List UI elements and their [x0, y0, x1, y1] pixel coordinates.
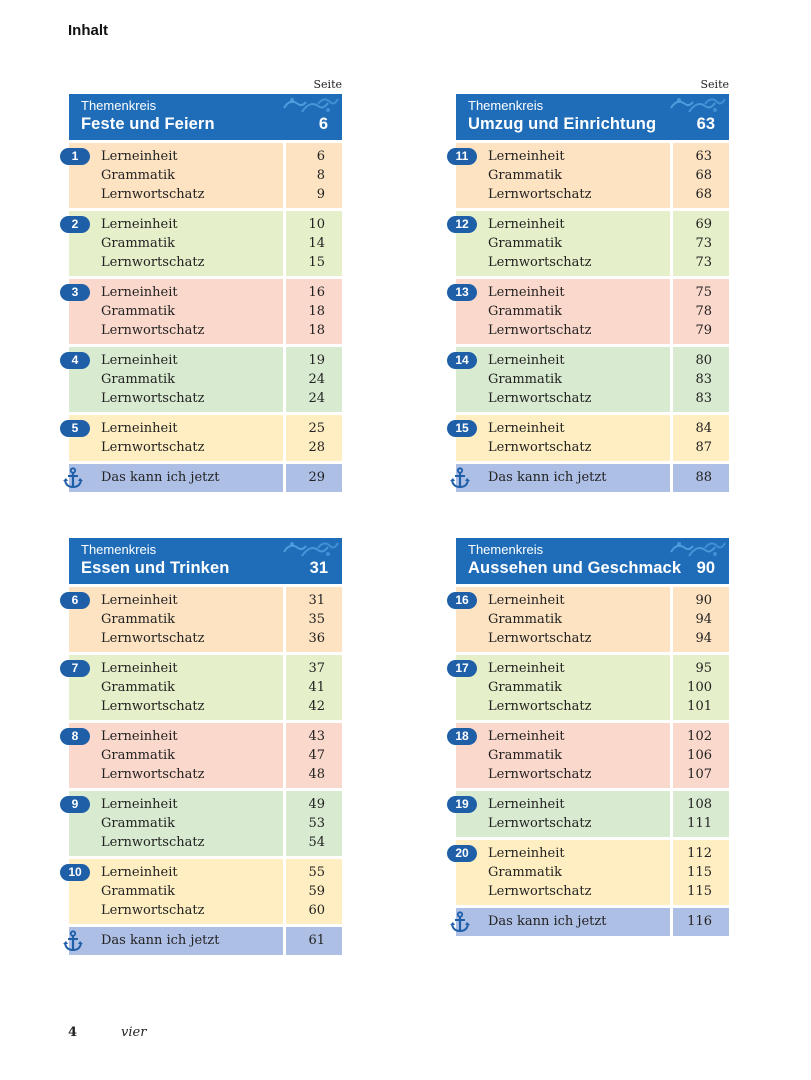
entry-page: 78: [695, 304, 712, 319]
list-item[interactable]: [456, 882, 729, 901]
entry-page: 55: [308, 865, 325, 880]
list-item[interactable]: [69, 678, 342, 697]
entry-label: Lernwortschatz: [101, 699, 205, 714]
das-kann-ich-jetzt-page: 29: [308, 470, 325, 485]
entry-page: 90: [695, 593, 712, 608]
list-item[interactable]: [69, 234, 342, 253]
list-item[interactable]: [69, 863, 342, 882]
entry-label: Lernwortschatz: [101, 187, 205, 202]
entry-page: 84: [695, 421, 712, 436]
themenkreis-label: Themenkreis: [81, 542, 157, 557]
seite-label: Seite: [700, 78, 729, 91]
list-item[interactable]: [69, 389, 342, 408]
themenkreis-name: Essen und Trinken: [81, 559, 230, 577]
unit-number-badge: 13: [447, 284, 477, 301]
entry-page: 25: [308, 421, 325, 436]
das-kann-ich-jetzt-label: Das kann ich jetzt: [101, 933, 220, 948]
unit-number-badge: 18: [447, 728, 477, 745]
list-item[interactable]: [456, 795, 729, 814]
unit-group-7: [69, 655, 342, 720]
unit-number-badge: 17: [447, 660, 477, 677]
unit-number-badge: 5: [60, 420, 90, 437]
unit-group-13: [456, 279, 729, 344]
entry-page: 115: [687, 865, 712, 880]
entry-label: Grammatik: [101, 236, 176, 251]
list-item[interactable]: [69, 746, 342, 765]
entry-label: Grammatik: [488, 865, 563, 880]
unit-number-badge: 19: [447, 796, 477, 813]
list-item[interactable]: [69, 419, 342, 438]
list-item[interactable]: [69, 795, 342, 814]
entry-label: Grammatik: [101, 816, 176, 831]
list-item[interactable]: [456, 678, 729, 697]
entry-page: 53: [308, 816, 325, 831]
entry-page: 9: [316, 187, 325, 202]
entry-label: Lerneinheit: [488, 797, 565, 812]
entry-label: Lernwortschatz: [101, 631, 205, 646]
list-item[interactable]: [456, 746, 729, 765]
entry-label: Lernwortschatz: [488, 323, 592, 338]
themenkreis-page: 63: [696, 115, 715, 133]
entry-label: Lernwortschatz: [488, 699, 592, 714]
entry-page: 106: [687, 748, 712, 763]
unit-number-badge: 9: [60, 796, 90, 813]
entry-page: 95: [695, 661, 712, 676]
entry-page: 111: [687, 816, 712, 831]
entry-page: 31: [308, 593, 325, 608]
entry-page: 112: [687, 846, 712, 861]
list-item[interactable]: [69, 833, 342, 852]
entry-page: 94: [695, 631, 712, 646]
unit-number-badge: 14: [447, 352, 477, 369]
entry-page: 43: [308, 729, 325, 744]
unit-number-badge: 10: [60, 864, 90, 881]
list-item[interactable]: [456, 370, 729, 389]
unit-number-badge: 11: [447, 148, 477, 165]
column-divider: [670, 464, 673, 492]
entry-label: Lernwortschatz: [488, 884, 592, 899]
unit-number-badge: 3: [60, 284, 90, 301]
wave-decoration-icon: [278, 94, 342, 116]
entry-label: Lernwortschatz: [101, 391, 205, 406]
entry-label: Lernwortschatz: [101, 903, 205, 918]
entry-page: 79: [695, 323, 712, 338]
entry-page: 73: [695, 255, 712, 270]
page-title: Inhalt: [68, 22, 108, 39]
themenkreis-block-feste: [69, 78, 342, 492]
list-item[interactable]: [456, 185, 729, 204]
list-item[interactable]: [456, 438, 729, 457]
list-item[interactable]: [69, 901, 342, 920]
unit-number-badge: 12: [447, 216, 477, 233]
entry-label: Lerneinheit: [101, 285, 178, 300]
unit-number-badge: 2: [60, 216, 90, 233]
list-item[interactable]: [69, 185, 342, 204]
list-item[interactable]: [69, 814, 342, 833]
das-kann-ich-jetzt-page: 88: [695, 470, 712, 485]
column-divider: [283, 464, 286, 492]
entry-label: Lernwortschatz: [488, 816, 592, 831]
entry-label: Lernwortschatz: [488, 391, 592, 406]
entry-page: 68: [695, 168, 712, 183]
entry-page: 6: [316, 149, 325, 164]
entry-label: Grammatik: [488, 748, 563, 763]
themenkreis-label: Themenkreis: [468, 542, 544, 557]
das-kann-ich-jetzt-label: Das kann ich jetzt: [488, 914, 607, 929]
footer-page-word: vier: [121, 1025, 147, 1040]
list-item[interactable]: [456, 814, 729, 833]
entry-label: Grammatik: [488, 680, 563, 695]
list-item[interactable]: [456, 321, 729, 340]
list-item[interactable]: [456, 610, 729, 629]
entry-page: 47: [308, 748, 325, 763]
anchor-icon: [450, 467, 470, 489]
themenkreis-label: Themenkreis: [468, 98, 544, 113]
themenkreis-header: [456, 538, 729, 584]
entry-label: Lerneinheit: [488, 285, 565, 300]
column-divider: [670, 908, 673, 936]
entry-page: 37: [308, 661, 325, 676]
list-item[interactable]: [69, 882, 342, 901]
entry-page: 80: [695, 353, 712, 368]
entry-label: Lerneinheit: [101, 865, 178, 880]
das-kann-ich-jetzt-row[interactable]: [69, 927, 342, 955]
themenkreis-header: [69, 94, 342, 140]
list-item[interactable]: [456, 351, 729, 370]
unit-group-19: [456, 791, 729, 837]
list-item[interactable]: [69, 302, 342, 321]
entry-page: 75: [695, 285, 712, 300]
entry-label: Lerneinheit: [101, 149, 178, 164]
entry-page: 24: [308, 391, 325, 406]
entry-page: 60: [308, 903, 325, 918]
unit-number-badge: 1: [60, 148, 90, 165]
unit-number-badge: 7: [60, 660, 90, 677]
unit-group-8: [69, 723, 342, 788]
entry-label: Lerneinheit: [488, 421, 565, 436]
unit-number-badge: 20: [447, 845, 477, 862]
das-kann-ich-jetzt-row[interactable]: [69, 464, 342, 492]
entry-page: 36: [308, 631, 325, 646]
wave-decoration-icon: [278, 538, 342, 560]
entry-page: 63: [695, 149, 712, 164]
themenkreis-page: 90: [696, 559, 715, 577]
unit-group-9: [69, 791, 342, 856]
entry-page: 59: [308, 884, 325, 899]
entry-label: Grammatik: [101, 168, 176, 183]
entry-label: Lernwortschatz: [101, 767, 205, 782]
list-item[interactable]: [69, 765, 342, 784]
entry-page: 100: [687, 680, 712, 695]
entry-page: 101: [687, 699, 712, 714]
themenkreis-label: Themenkreis: [81, 98, 157, 113]
list-item[interactable]: [456, 844, 729, 863]
themenkreis-header: [69, 538, 342, 584]
list-item[interactable]: [456, 659, 729, 678]
column-divider: [283, 927, 286, 955]
wave-decoration-icon: [665, 94, 729, 116]
entry-page: 8: [316, 168, 325, 183]
entry-page: 83: [695, 391, 712, 406]
entry-label: Lerneinheit: [488, 661, 565, 676]
entry-page: 54: [308, 835, 325, 850]
entry-label: Lerneinheit: [488, 353, 565, 368]
unit-group-3: [69, 279, 342, 344]
das-kann-ich-jetzt-row[interactable]: [456, 464, 729, 492]
entry-page: 49: [308, 797, 325, 812]
entry-label: Grammatik: [488, 372, 563, 387]
list-item[interactable]: [456, 166, 729, 185]
unit-group-11: [456, 143, 729, 208]
unit-group-1: [69, 143, 342, 208]
entry-label: Lerneinheit: [101, 729, 178, 744]
entry-page: 87: [695, 440, 712, 455]
list-item[interactable]: [69, 370, 342, 389]
entry-page: 14: [308, 236, 325, 251]
list-item[interactable]: [456, 727, 729, 746]
unit-number-badge: 6: [60, 592, 90, 609]
list-item[interactable]: [69, 591, 342, 610]
entry-label: Lerneinheit: [488, 593, 565, 608]
entry-page: 28: [308, 440, 325, 455]
entry-page: 19: [308, 353, 325, 368]
list-item[interactable]: [456, 234, 729, 253]
unit-group-12: [456, 211, 729, 276]
entry-page: 42: [308, 699, 325, 714]
entry-label: Grammatik: [101, 680, 176, 695]
entry-page: 73: [695, 236, 712, 251]
wave-decoration-icon: [665, 538, 729, 560]
list-item[interactable]: [69, 610, 342, 629]
entry-page: 83: [695, 372, 712, 387]
list-item[interactable]: [456, 253, 729, 272]
entry-page: 10: [308, 217, 325, 232]
entry-label: Grammatik: [488, 236, 563, 251]
entry-page: 41: [308, 680, 325, 695]
entry-page: 68: [695, 187, 712, 202]
entry-label: Lernwortschatz: [488, 631, 592, 646]
entry-page: 16: [308, 285, 325, 300]
list-item[interactable]: [456, 389, 729, 408]
unit-number-badge: 8: [60, 728, 90, 745]
unit-group-6: [69, 587, 342, 652]
list-item[interactable]: [69, 321, 342, 340]
entry-page: 18: [308, 304, 325, 319]
entry-label: Lernwortschatz: [488, 255, 592, 270]
anchor-icon: [63, 930, 83, 952]
list-item[interactable]: [456, 302, 729, 321]
list-item[interactable]: [456, 629, 729, 648]
entry-label: Lerneinheit: [488, 729, 565, 744]
list-item[interactable]: [456, 283, 729, 302]
themenkreis-name: Umzug und Einrichtung: [468, 115, 657, 133]
entry-page: 102: [687, 729, 712, 744]
entry-label: Grammatik: [488, 168, 563, 183]
list-item[interactable]: [456, 765, 729, 784]
unit-group-16: [456, 587, 729, 652]
list-item[interactable]: [456, 147, 729, 166]
das-kann-ich-jetzt-page: 116: [687, 914, 712, 929]
list-item[interactable]: [69, 283, 342, 302]
unit-group-18: [456, 723, 729, 788]
entry-page: 108: [687, 797, 712, 812]
list-item[interactable]: [69, 727, 342, 746]
list-item[interactable]: [69, 697, 342, 716]
entry-label: Lerneinheit: [101, 217, 178, 232]
anchor-icon: [63, 467, 83, 489]
entry-label: Grammatik: [488, 304, 563, 319]
list-item[interactable]: [456, 419, 729, 438]
entry-label: Lernwortschatz: [488, 767, 592, 782]
entry-page: 48: [308, 767, 325, 782]
list-item[interactable]: [69, 629, 342, 648]
entry-page: 24: [308, 372, 325, 387]
footer-page-number: 4: [68, 1025, 78, 1040]
das-kann-ich-jetzt-label: Das kann ich jetzt: [101, 470, 220, 485]
list-item[interactable]: [456, 591, 729, 610]
list-item[interactable]: [69, 351, 342, 370]
unit-group-2: [69, 211, 342, 276]
unit-group-5: [69, 415, 342, 461]
entry-label: Lerneinheit: [488, 217, 565, 232]
entry-label: Lernwortschatz: [101, 323, 205, 338]
unit-group-15: [456, 415, 729, 461]
unit-group-20: [456, 840, 729, 905]
unit-group-10: [69, 859, 342, 924]
list-item[interactable]: [69, 253, 342, 272]
themenkreis-name: Feste und Feiern: [81, 115, 215, 133]
themenkreis-block-essen: [69, 538, 342, 955]
entry-page: 94: [695, 612, 712, 627]
entry-page: 69: [695, 217, 712, 232]
das-kann-ich-jetzt-label: Das kann ich jetzt: [488, 470, 607, 485]
unit-number-badge: 16: [447, 592, 477, 609]
entry-label: Lernwortschatz: [488, 187, 592, 202]
list-item[interactable]: [456, 697, 729, 716]
unit-group-17: [456, 655, 729, 720]
list-item[interactable]: [69, 659, 342, 678]
unit-group-4: [69, 347, 342, 412]
entry-label: Lernwortschatz: [488, 440, 592, 455]
themenkreis-page: 31: [309, 559, 328, 577]
entry-page: 15: [308, 255, 325, 270]
entry-label: Lerneinheit: [488, 149, 565, 164]
entry-label: Grammatik: [101, 884, 176, 899]
list-item[interactable]: [69, 438, 342, 457]
entry-page: 18: [308, 323, 325, 338]
themenkreis-header: [456, 94, 729, 140]
entry-label: Lerneinheit: [101, 797, 178, 812]
list-item[interactable]: [69, 166, 342, 185]
entry-label: Lerneinheit: [101, 353, 178, 368]
list-item[interactable]: [456, 863, 729, 882]
entry-page: 107: [687, 767, 712, 782]
list-item[interactable]: [69, 147, 342, 166]
das-kann-ich-jetzt-row[interactable]: [456, 908, 729, 936]
entry-label: Grammatik: [101, 304, 176, 319]
list-item[interactable]: [69, 215, 342, 234]
themenkreis-name: Aussehen und Geschmack: [468, 559, 682, 577]
entry-label: Lerneinheit: [101, 661, 178, 676]
list-item[interactable]: [456, 215, 729, 234]
themenkreis-block-umzug: [455, 78, 729, 492]
unit-number-badge: 15: [447, 420, 477, 437]
entry-label: Grammatik: [101, 612, 176, 627]
entry-label: Lerneinheit: [488, 846, 565, 861]
entry-label: Grammatik: [101, 748, 176, 763]
unit-number-badge: 4: [60, 352, 90, 369]
das-kann-ich-jetzt-page: 61: [308, 933, 325, 948]
themenkreis-page: 6: [318, 115, 328, 133]
entry-label: Lernwortschatz: [101, 835, 205, 850]
themenkreis-block-aussehen: [456, 538, 729, 936]
unit-group-14: [456, 347, 729, 412]
entry-page: 115: [687, 884, 712, 899]
entry-label: Lernwortschatz: [101, 255, 205, 270]
entry-page: 35: [308, 612, 325, 627]
entry-label: Grammatik: [101, 372, 176, 387]
anchor-icon: [450, 911, 470, 933]
seite-label: Seite: [313, 78, 342, 91]
entry-label: Lernwortschatz: [101, 440, 205, 455]
entry-label: Lerneinheit: [101, 421, 178, 436]
entry-label: Grammatik: [488, 612, 563, 627]
entry-label: Lerneinheit: [101, 593, 178, 608]
